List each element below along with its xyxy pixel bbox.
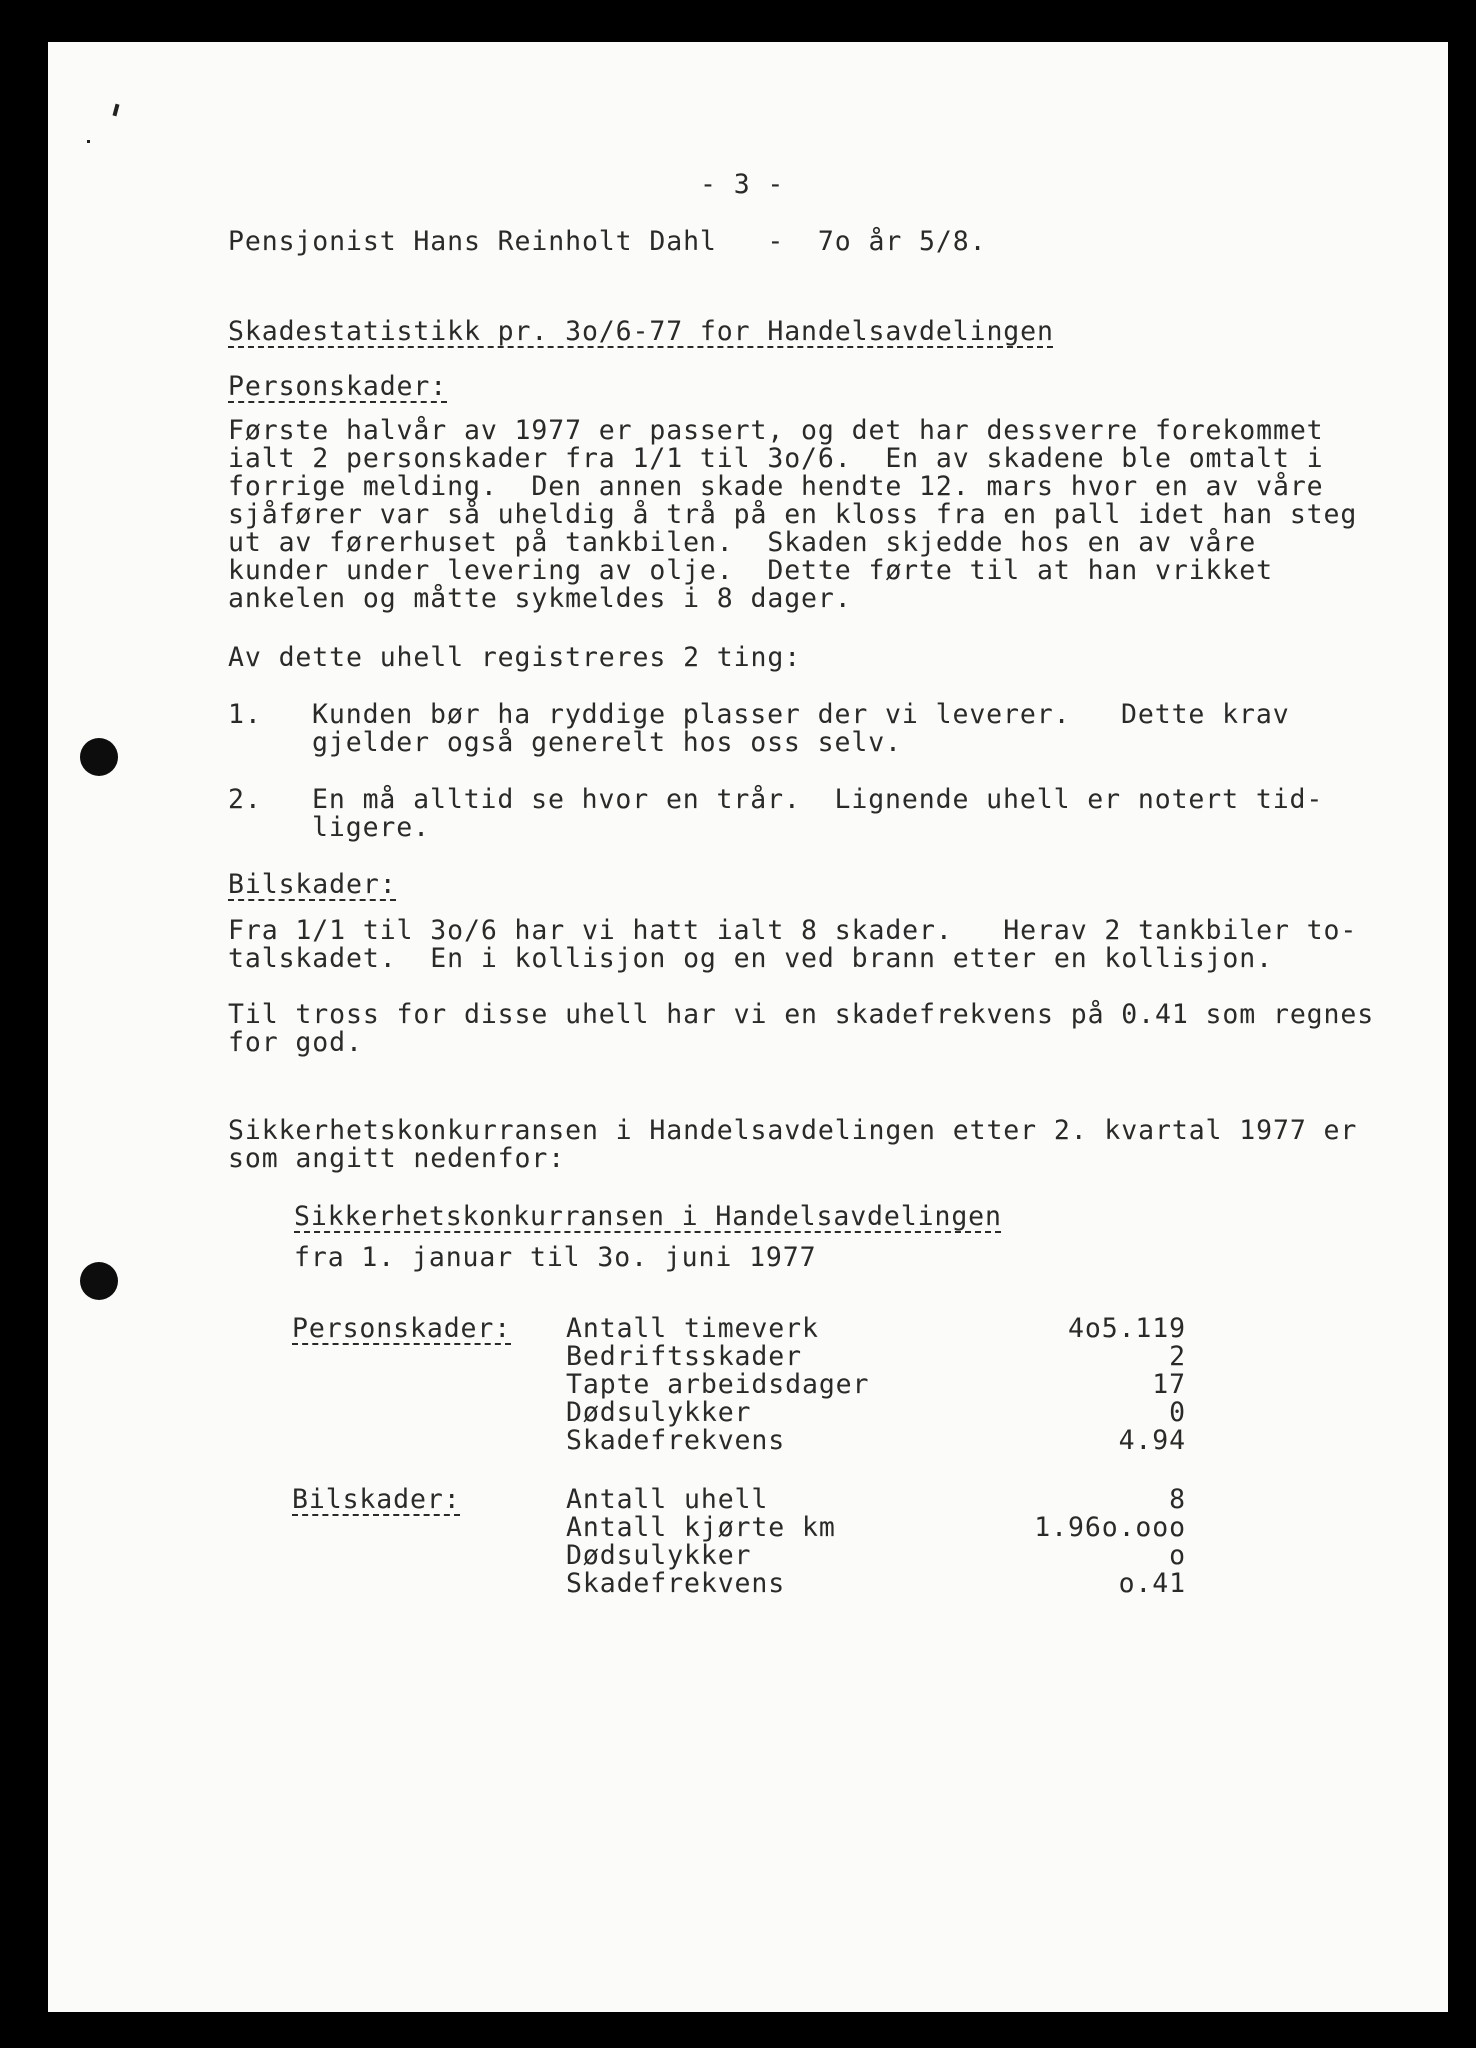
table-value: 1.96o.ooo xyxy=(1034,1512,1186,1543)
notice-line: Pensjonist Hans Reinholt Dahl - 7o år 5/8. xyxy=(228,226,987,257)
section-title: Skadestatistikk pr. 3o/6-77 for Handelsavdelingen xyxy=(228,316,1054,347)
paragraph-line: forrige melding. Den annen skade hendte 12. mars hvor en av våre xyxy=(228,471,1324,502)
paragraph-line: ialt 2 personskader fra 1/1 til 3o/6. En av skadene ble omtalt i xyxy=(228,443,1324,474)
table-value: o.41 xyxy=(1118,1568,1186,1599)
table-key: Antall uhell xyxy=(566,1484,769,1515)
paragraph-line: kunder under levering av olje. Dette førte til at han vrikket xyxy=(228,555,1273,586)
personskader-heading: Personskader: xyxy=(228,371,448,402)
table-group-label: Personskader: xyxy=(292,1313,512,1344)
point-line: Kunden bør ha ryddige plasser der vi leverer. Dette krav xyxy=(312,699,1290,730)
table-value: 17 xyxy=(1152,1369,1186,1400)
competition-title: Sikkerhetskonkurransen i Handelsavdelingen xyxy=(294,1201,1002,1232)
paragraph-line: Til tross for disse uhell har vi en skadefrekvens på 0.41 som regnes xyxy=(228,999,1375,1030)
table-value: 2 xyxy=(1169,1341,1186,1372)
page-number: - 3 - xyxy=(700,169,785,200)
ink-speck xyxy=(87,140,90,143)
paragraph-line: talskadet. En i kollisjon og en ved brann etter en kollisjon. xyxy=(228,943,1273,974)
table-key: Tapte arbeidsdager xyxy=(566,1369,870,1400)
table-value: 4.94 xyxy=(1118,1425,1186,1456)
paragraph-line: Fra 1/1 til 3o/6 har vi hatt ialt 8 skader. Herav 2 tankbiler to- xyxy=(228,915,1358,946)
paragraph-line: ankelen og måtte sykmeldes i 8 dager. xyxy=(228,583,852,614)
paragraph-line: sjåfører var så uheldig å trå på en kloss fra en pall idet han steg xyxy=(228,499,1358,530)
table-key: Skadefrekvens xyxy=(566,1425,786,1456)
paragraph-line: som angitt nedenfor: xyxy=(228,1143,566,1174)
table-value: 4o5.119 xyxy=(1068,1313,1186,1344)
point-number: 1. xyxy=(228,699,262,730)
paragraph-line: for god. xyxy=(228,1027,363,1058)
punch-hole-bottom xyxy=(80,1262,118,1300)
point-line: En må alltid se hvor en trår. Lignende uhell er notert tid- xyxy=(312,784,1324,815)
table-key: Antall kjørte km xyxy=(566,1512,836,1543)
point-number: 2. xyxy=(228,784,262,815)
table-key: Skadefrekvens xyxy=(566,1568,786,1599)
table-group-label: Bilskader: xyxy=(292,1484,461,1515)
competition-period: fra 1. januar til 3o. juni 1977 xyxy=(294,1242,817,1273)
punch-hole-top xyxy=(80,738,118,776)
paragraph-line: Første halvår av 1977 er passert, og det har dessverre forekommet xyxy=(228,415,1324,446)
bilskader-heading: Bilskader: xyxy=(228,869,397,900)
table-key: Antall timeverk xyxy=(566,1313,819,1344)
registration-intro: Av dette uhell registreres 2 ting: xyxy=(228,642,802,673)
table-value: 8 xyxy=(1169,1484,1186,1515)
paragraph-line: ut av førerhuset på tankbilen. Skaden skjedde hos en av våre xyxy=(228,527,1257,558)
table-key: Dødsulykker xyxy=(566,1540,752,1571)
point-line: gjelder også generelt hos oss selv. xyxy=(312,727,902,758)
table-key: Bedriftsskader xyxy=(566,1341,802,1372)
table-value: 0 xyxy=(1169,1397,1186,1428)
point-line: ligere. xyxy=(312,812,430,843)
paragraph-line: Sikkerhetskonkurransen i Handelsavdelingen etter 2. kvartal 1977 er xyxy=(228,1115,1358,1146)
table-key: Dødsulykker xyxy=(566,1397,752,1428)
table-value: o xyxy=(1169,1540,1186,1571)
